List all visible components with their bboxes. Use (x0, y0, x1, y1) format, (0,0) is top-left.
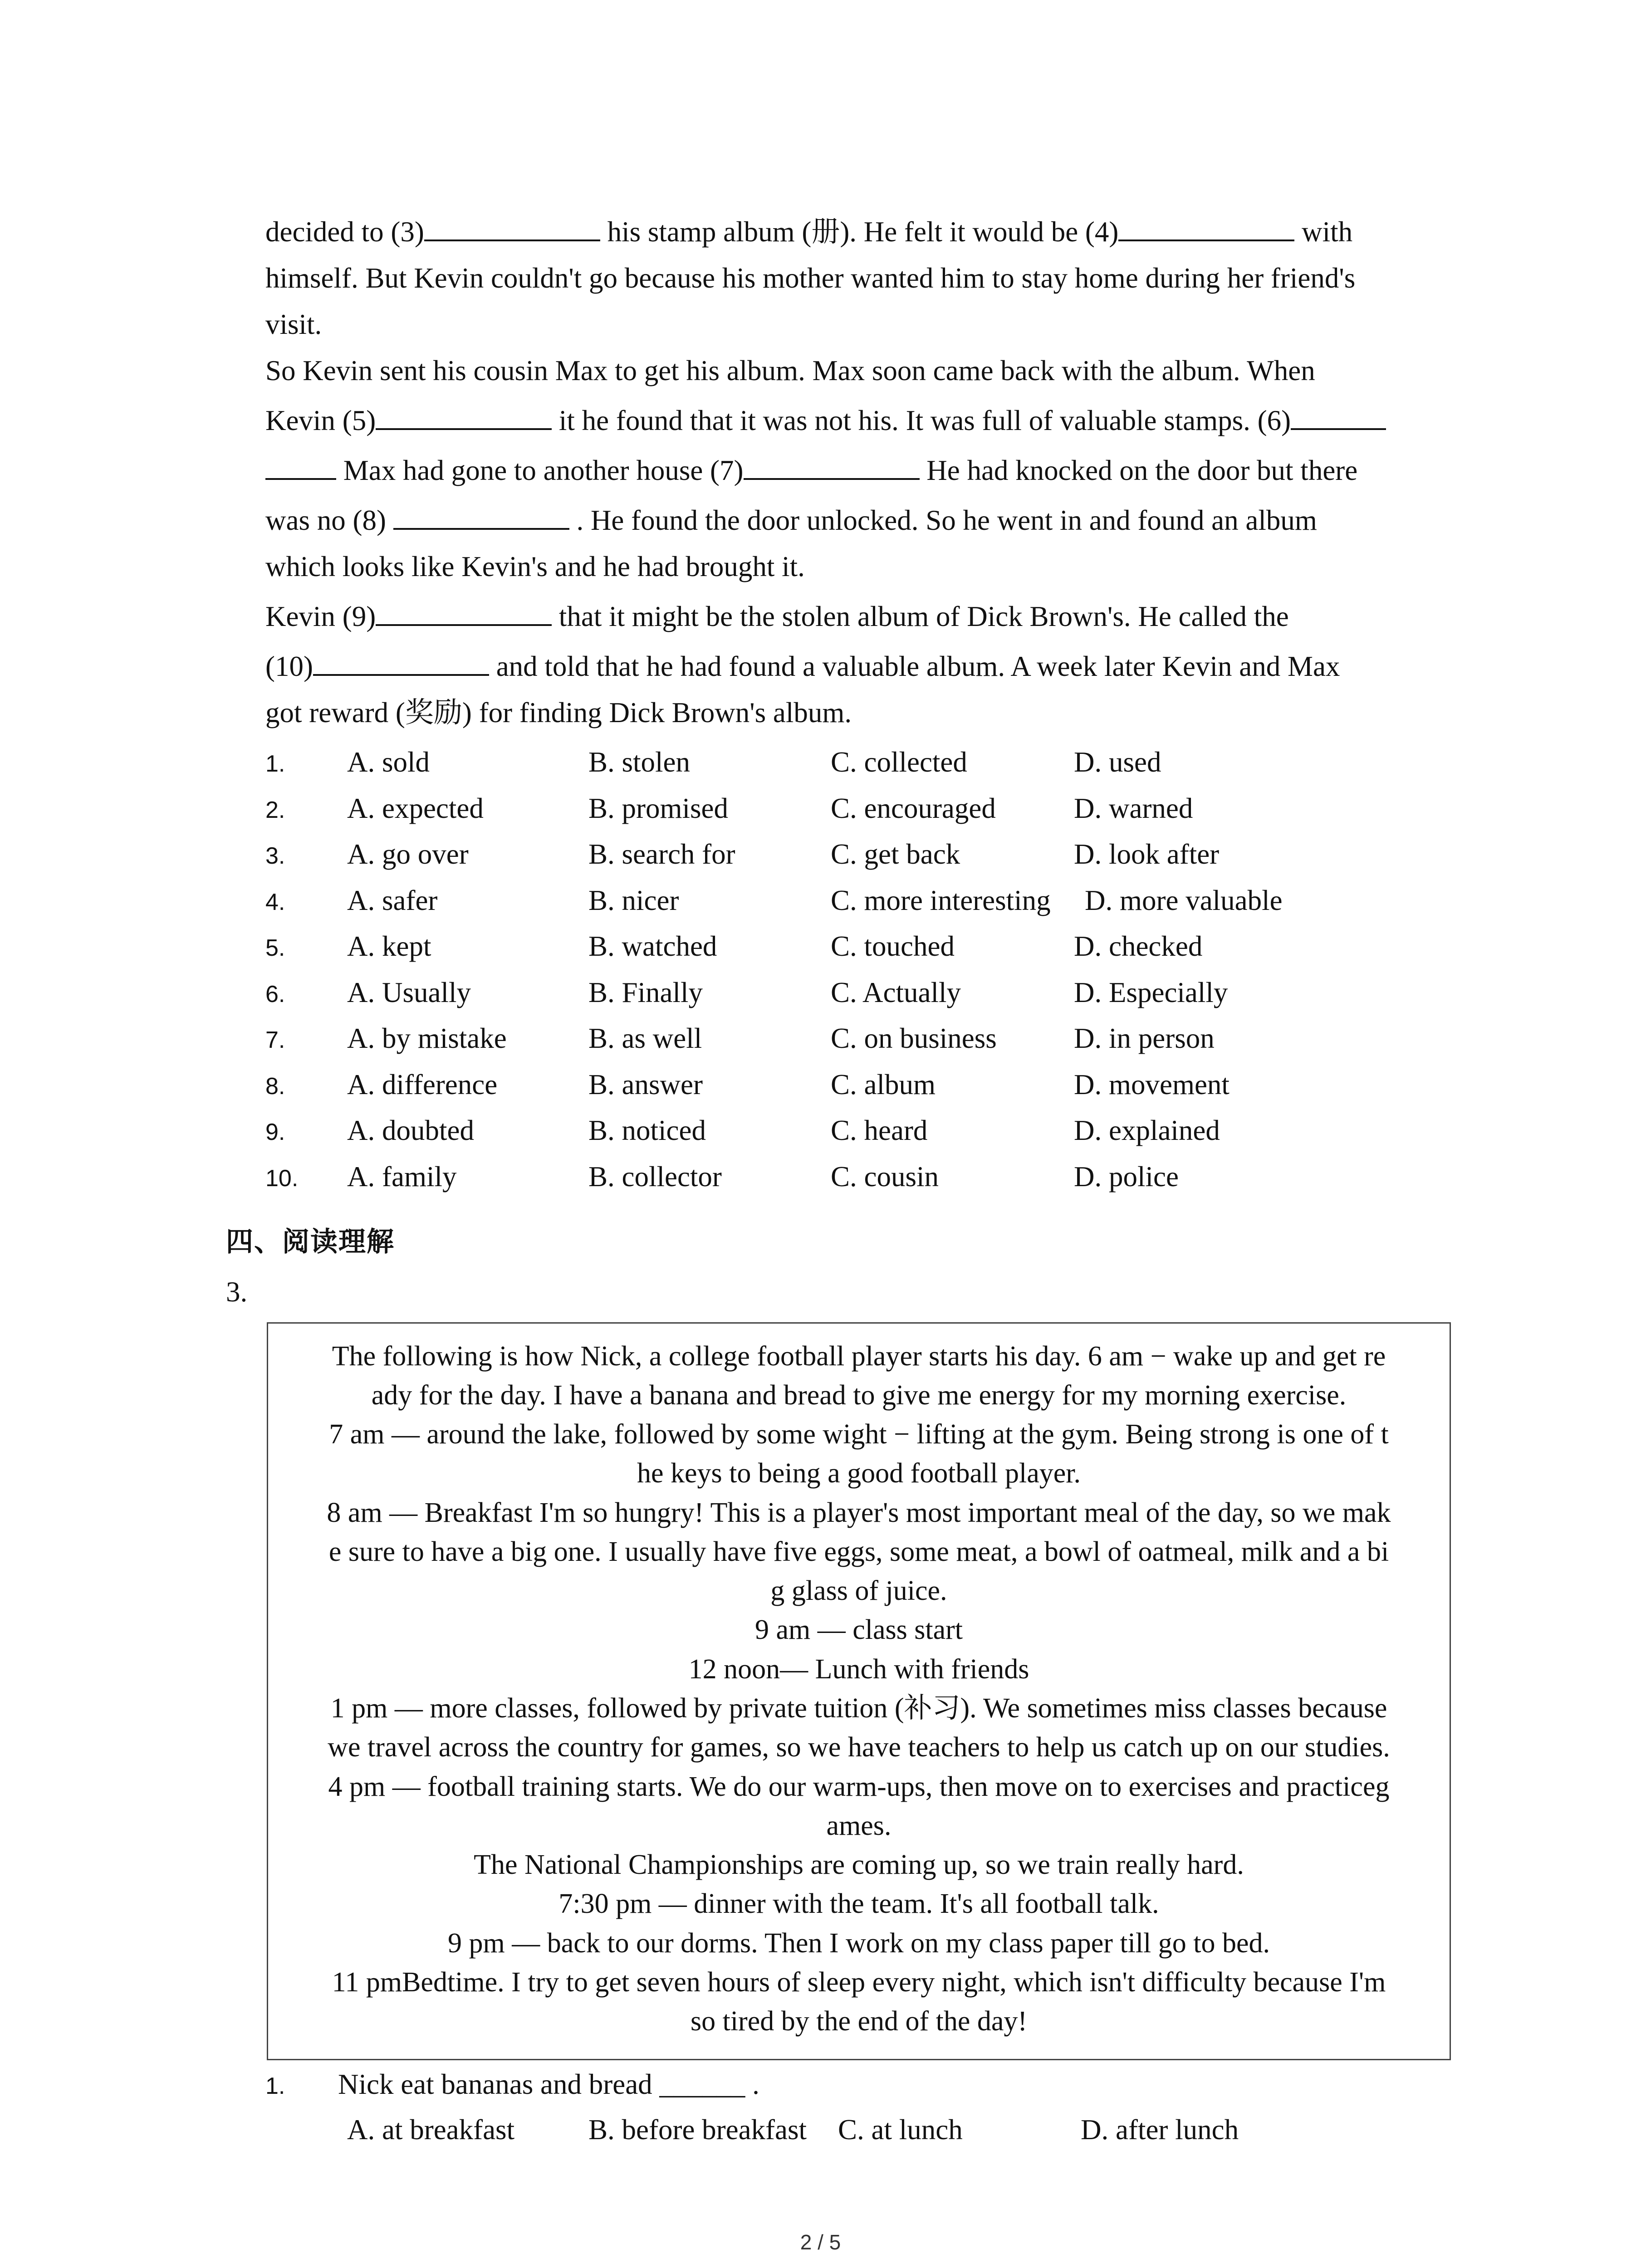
option-a[interactable]: A. at breakfast (347, 2114, 515, 2146)
answer-blank-6 (1291, 400, 1386, 430)
answer-blank-7 (744, 450, 920, 480)
option-row (265, 836, 1463, 882)
reading-line: 9 am — class start (754, 1614, 963, 1645)
option-row (265, 1020, 1463, 1066)
answer-blank-10 (313, 646, 489, 676)
section-title: 四、阅读理解 (226, 1226, 395, 1258)
question-number: 4. (265, 889, 285, 915)
page-number: 2 / 5 (800, 2230, 841, 2254)
reading-line: ady for the day. I have a banana and bread to give me energy for my morning exercise. (371, 1380, 1347, 1411)
question-number: 10. (265, 1165, 299, 1192)
option-c[interactable]: C. touched (831, 930, 955, 962)
option-b[interactable]: B. nicer (588, 884, 679, 916)
option-b[interactable]: B. Finally (588, 976, 703, 1008)
question-number: 6. (265, 981, 285, 1007)
option-d[interactable]: D. Especially (1074, 976, 1228, 1008)
reading-line: The following is how Nick, a college football player starts his day. 6 am − wake up and get re (332, 1341, 1386, 1372)
option-b[interactable]: B. answer (588, 1068, 703, 1100)
answer-blank-4 (1118, 211, 1294, 241)
question-number: 3. (226, 1276, 248, 1308)
option-c[interactable]: C. encouraged (831, 792, 996, 824)
reading-passage-box (267, 1322, 1451, 2060)
answer-blank-9 (376, 596, 552, 626)
question-number: 2. (265, 797, 285, 823)
reading-line: e sure to have a big one. I usually have five eggs, some meat, a bowl of oatmeal, milk and a bi (328, 1536, 1389, 1567)
option-a[interactable]: A. sold (347, 746, 430, 778)
reading-options (265, 2112, 1463, 2152)
reading-line: 8 am — Breakfast I'm so hungry! This is a player's most important meal of the day, so we mak (327, 1497, 1391, 1528)
question-number: 8. (265, 1073, 285, 1100)
passage-line: Kevin (5) it he found that it was not his. It was full of valuable stamps. (6) (265, 397, 1463, 444)
option-row (265, 1158, 1463, 1205)
option-b[interactable]: B. noticed (588, 1114, 706, 1146)
answer-blank-3 (424, 211, 600, 241)
question-stem: Nick eat bananas and bread ______ . (338, 2068, 759, 2100)
reading-line: g glass of juice. (770, 1575, 947, 1606)
option-c[interactable]: C. get back (831, 838, 960, 870)
option-b[interactable]: B. search for (588, 838, 735, 870)
question-number: 9. (265, 1119, 285, 1145)
option-a[interactable]: A. expected (347, 792, 484, 824)
question-number: 1. (265, 751, 285, 777)
cloze-options (265, 744, 1463, 1204)
option-b[interactable]: B. stolen (588, 746, 691, 778)
option-c[interactable]: C. on business (831, 1022, 997, 1054)
option-row (265, 882, 1463, 929)
option-c[interactable]: C. heard (831, 1114, 928, 1146)
passage-line: himself. But Kevin couldn't go because his mother wanted him to stay home during her friend's (265, 262, 1356, 294)
option-a[interactable]: A. go over (347, 838, 469, 870)
passage-line: So Kevin sent his cousin Max to get his album. Max soon came back with the album. When (265, 355, 1315, 386)
option-d[interactable]: D. police (1074, 1160, 1179, 1193)
reading-line: we travel across the country for games, so we have teachers to help us catch up on our studies. (328, 1732, 1390, 1763)
option-d[interactable]: D. more valuable (1085, 884, 1283, 916)
option-b[interactable]: B. collector (588, 1160, 722, 1193)
answer-blank-6-cont (265, 450, 336, 480)
option-d[interactable]: D. explained (1074, 1114, 1220, 1146)
option-d[interactable]: D. movement (1074, 1068, 1230, 1100)
reading-line: 4 pm — football training starts. We do our warm-ups, then move on to exercises and practiceg (328, 1771, 1390, 1802)
option-b[interactable]: B. as well (588, 1022, 702, 1054)
reading-line: ames. (826, 1810, 892, 1841)
reading-line: he keys to being a good football player. (637, 1458, 1081, 1489)
reading-line: 1 pm — more classes, followed by private tuition (补习). We sometimes miss classes because (330, 1693, 1387, 1724)
reading-line: so tired by the end of the day! (690, 2006, 1028, 2037)
passage-line: (10) and told that he had found a valuable album. A week later Kevin and Max (265, 643, 1463, 689)
option-c[interactable]: C. Actually (831, 976, 961, 1008)
reading-line: The National Championships are coming up, so we train really hard. (474, 1849, 1244, 1880)
option-row (265, 1112, 1463, 1158)
option-row (265, 790, 1463, 836)
option-row (265, 744, 1463, 790)
option-row (265, 1066, 1463, 1113)
option-a[interactable]: A. Usually (347, 976, 471, 1008)
option-c[interactable]: C. at lunch (838, 2114, 963, 2146)
question-number: 3. (265, 843, 285, 869)
reading-line: 7:30 pm — dinner with the team. It's all football talk. (558, 1888, 1159, 1919)
question-number: 5. (265, 935, 285, 961)
option-d[interactable]: D. checked (1074, 930, 1203, 962)
option-row (265, 974, 1463, 1021)
option-d[interactable]: D. look after (1074, 838, 1220, 870)
option-a[interactable]: A. difference (347, 1068, 498, 1100)
option-a[interactable]: A. family (347, 1160, 457, 1193)
option-c[interactable]: C. album (831, 1068, 936, 1100)
reading-line: 12 noon— Lunch with friends (688, 1654, 1029, 1685)
option-b[interactable]: B. promised (588, 792, 728, 824)
option-b[interactable]: B. watched (588, 930, 717, 962)
passage-line: was no (8) . He found the door unlocked. So he went in and found an album (265, 497, 1463, 543)
option-a[interactable]: A. doubted (347, 1114, 474, 1146)
cloze-passage (265, 209, 1463, 736)
option-b[interactable]: B. before breakfast (588, 2114, 807, 2146)
question-number: 1. (265, 2073, 285, 2099)
passage-line: got reward (奖励) for finding Dick Brown's album. (265, 697, 852, 728)
option-a[interactable]: A. kept (347, 930, 431, 962)
passage-line: Max had gone to another house (7) He had knocked on the door but there (265, 447, 1463, 494)
option-a[interactable]: A. safer (347, 884, 438, 916)
option-d[interactable]: D. warned (1074, 792, 1193, 824)
passage-line: which looks like Kevin's and he had brought it. (265, 551, 805, 582)
passage-line: visit. (265, 308, 322, 340)
answer-blank-8 (393, 500, 569, 530)
reading-line: 7 am — around the lake, followed by some wight − lifting at the gym. Being strong is one of t (329, 1419, 1389, 1450)
option-c[interactable]: C. more interesting (831, 884, 1051, 916)
option-c[interactable]: C. collected (831, 746, 967, 778)
option-d[interactable]: D. after lunch (1081, 2114, 1239, 2146)
reading-line: 9 pm — back to our dorms. Then I work on my class paper till go to bed. (447, 1928, 1270, 1959)
question-number: 7. (265, 1027, 285, 1053)
option-d[interactable]: D. used (1074, 746, 1161, 778)
option-c[interactable]: C. cousin (831, 1160, 939, 1193)
option-d[interactable]: D. in person (1074, 1022, 1215, 1054)
option-row (265, 928, 1463, 974)
passage-line: decided to (3) his stamp album (册). He felt it would be (4) with (265, 209, 1463, 255)
reading-line: 11 pmBedtime. I try to get seven hours of sleep every night, which isn't difficulty because I'm (332, 1967, 1386, 1998)
option-a[interactable]: A. by mistake (347, 1022, 507, 1054)
answer-blank-5 (376, 400, 552, 430)
passage-line: Kevin (9) that it might be the stolen album of Dick Brown's. He called the (265, 593, 1463, 640)
